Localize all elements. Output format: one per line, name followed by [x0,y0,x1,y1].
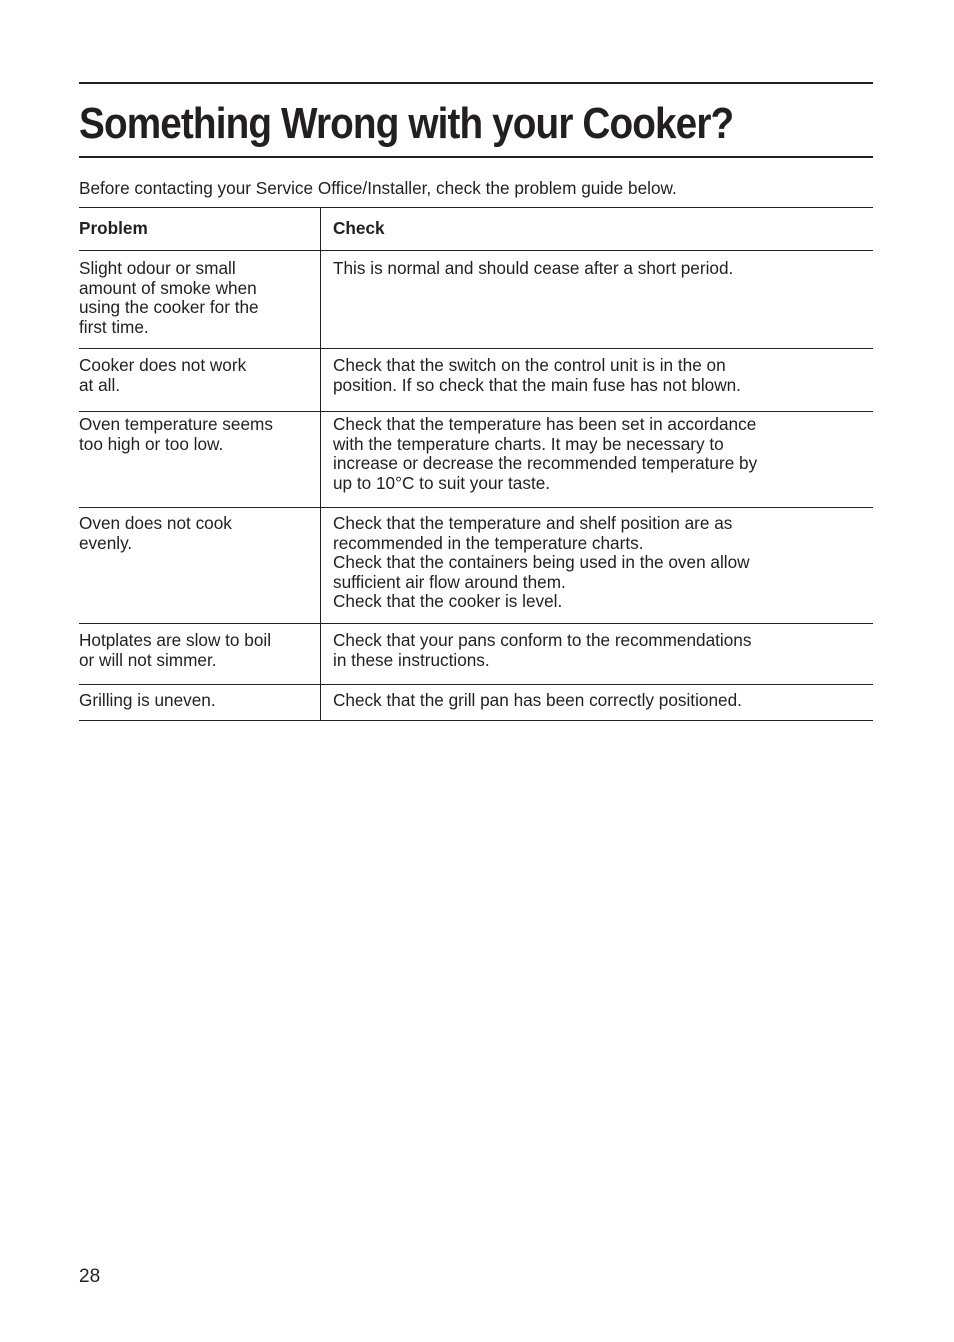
table-row [79,623,873,684]
title-bottom-rule [79,156,873,158]
column-divider [320,208,321,250]
problem-cell: Oven temperature seems too high or too low. [79,414,273,454]
check-cell: Check that your pans conform to the recommendations in these instructions. [333,630,752,670]
header-problem: Problem [79,218,148,238]
table-header-row [79,207,873,250]
table-row [79,507,873,623]
page-number: 28 [79,1266,101,1287]
table-row [79,411,873,507]
page-title: Something Wrong with your Cooker? [79,99,734,148]
column-divider [320,685,321,720]
intro-text: Before contacting your Service Office/Installer, check the problem guide below. [79,178,677,198]
problem-cell: Cooker does not work at all. [79,355,247,395]
problem-cell: Oven does not cook evenly. [79,513,232,553]
table-row [79,250,873,348]
problem-cell: Grilling is uneven. [79,690,216,710]
problem-cell: Hotplates are slow to boil or will not simmer. [79,630,272,670]
check-cell: Check that the temperature has been set in accordance with the temperature charts. It may be necessary to increase or decrease the recommended temperature by up to 10°C to suit your taste. [333,414,758,493]
table-row [79,684,873,721]
problem-guide-table [79,207,873,721]
check-cell: Check that the grill pan has been correctly positioned. [333,690,742,710]
column-divider [320,349,321,411]
check-cell: Check that the switch on the control unit is in the on position. If so check that the main fuse has not blown. [333,355,741,395]
check-cell: This is normal and should cease after a short period. [333,258,734,278]
table-row [79,348,873,411]
header-check: Check [333,218,385,238]
check-cell: Check that the temperature and shelf position are as recommended in the temperature charts. Check that the containers being used in the oven allow sufficient air flow around them. Check that the cooker is level. [333,513,750,612]
column-divider [320,508,321,623]
column-divider [320,412,321,507]
problem-cell: Slight odour or small amount of smoke when using the cooker for the first time. [79,258,259,337]
column-divider [320,624,321,684]
title-top-rule [79,82,873,84]
column-divider [320,251,321,348]
